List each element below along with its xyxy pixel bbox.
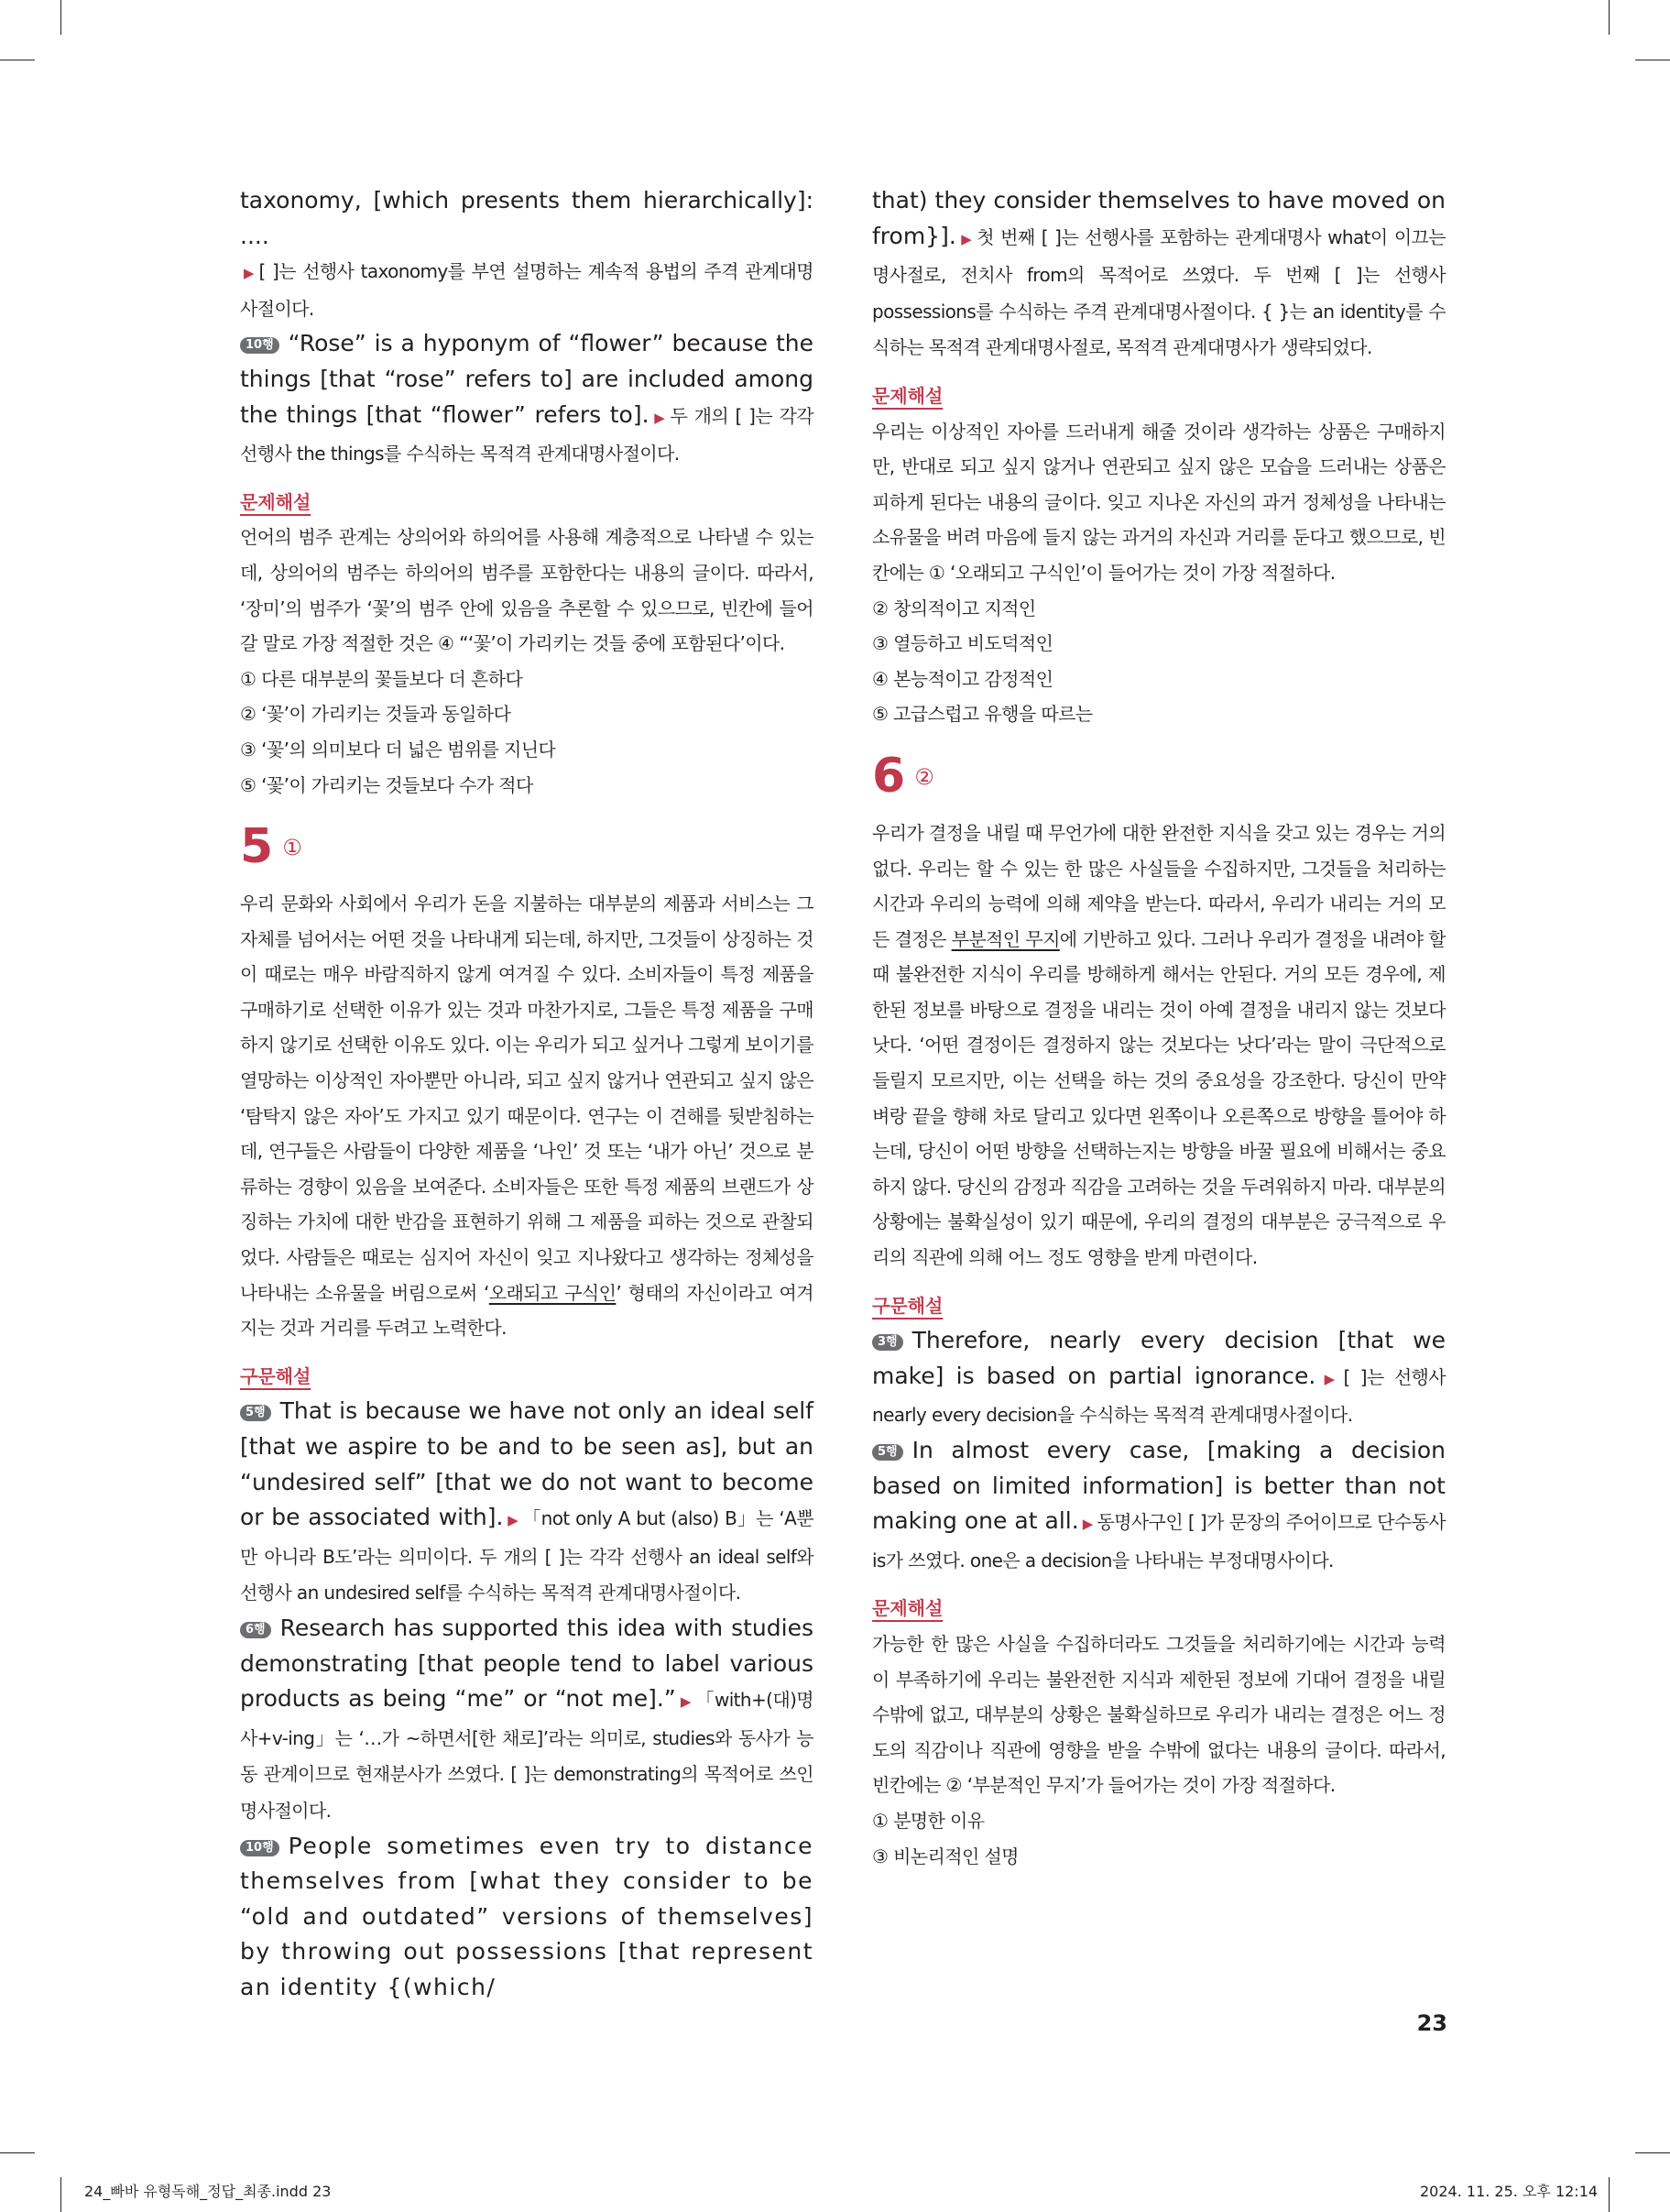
option-item: ③ ‘꽃’의 의미보다 더 넓은 범위를 지닌다 xyxy=(240,738,556,761)
problem-explanation: 언어의 범주 관계는 상의어와 하의어를 사용해 계층적으로 나타낼 수 있는데, 상의어의 범주는 하의어의 범주를 포함한다는 내용의 글이다. 따라서, ‘장미’의 범주가 ‘꽃’의 범주 안에 있음을 추론할 수 있으므로, 빈칸에 들어갈 말로 가장 적절한 것은 ④ “‘꽃’이 가리키는 것들 중에 포함된다’이다. xyxy=(240,526,813,655)
slug-filename: 24_빠바 유형독해_정답_최종.indd 23 xyxy=(84,2183,332,2200)
problem-explanation: 우리는 이상적인 자아를 드러내게 해줄 것이라 생각하는 상품은 구매하지만, 반대로 되고 싶지 않거나 연관되고 싶지 않은 모습을 드러내는 상품은 피하게 된다는 내용의 글이다. 잊고 지나온 자신의 과거 정체성을 나타내는 소유물을 버려 마음에 들지 않는 과거의 자신과 거리를 둔다고 했으므로, 빈칸에는 ① ‘오래되고 구식인’이 들어가는 것이 가장 적절하다. xyxy=(872,420,1446,584)
triangle-icon: ▶ xyxy=(679,1693,693,1711)
triangle-icon: ▶ xyxy=(652,409,667,426)
syntax-sentence: 5행 In almost every case, [making a decision based on limited information] is better than not making one at all. ▶ 동명사구인 [ ]가 문장의 주어이므로 단수동사 is가 쓰였다. one은 a decision을 나타내는 부정대명사이다. xyxy=(872,1437,1446,1571)
triangle-icon: ▶ xyxy=(244,265,256,282)
triangle-icon: ▶ xyxy=(1319,1370,1340,1387)
question-answer: ① xyxy=(282,835,302,861)
line-badge: 10행 xyxy=(240,1840,279,1856)
section-label-syntax: 구문해설 xyxy=(240,1364,311,1387)
option-item: ③ 열등하고 비도덕적인 xyxy=(872,632,1053,655)
translation: 우리가 결정을 내릴 때 무언가에 대한 완전한 지식을 갖고 있는 경우는 거의 없다. 우리는 할 수 있는 한 많은 사실들을 수집하지만, 그것들을 처리하는 시간과 우리의 능력에 의해 제약을 받는다. 따라서, 우리가 내리는 거의 모든 결정은 부분적인 무지에 기반하고 있다. 그러나 우리가 결정을 내려야 할 때 불완전한 지식이 우리를 방해하게 해서는 안된다. 거의 모든 경우에, 제한된 정보를 바탕으로 결정을 내리는 것이 아예 결정을 내리지 않는 것보다 낫다. ‘어떤 결정이든 결정하지 않는 것보다는 낫다’라는 말이 극단적으로 들릴지 모르지만, 이는 선택을 하는 것의 중요성을 강조한다. 당신이 만약 벼랑 끝을 향해 차로 달리고 있다면 왼쪽이나 오른쪽으로 방향을 틀어야 하는데, 당신이 어떤 방향을 선택하는지는 방향을 바꿀 필요에 비해서는 중요하지 않다. 당신의 감정과 직감을 고려하는 것을 두려워하지 마라. 대부분의 상황에는 불확실성이 있기 때문에, 우리의 결정의 대부분은 궁극적으로 우리의 직관에 의해 어느 정도 영향을 받게 마련이다. xyxy=(872,821,1446,1269)
page-number: 23 xyxy=(1416,2010,1447,2036)
blank-answer: 부분적인 무지 xyxy=(951,927,1060,950)
right-column xyxy=(872,183,1446,1874)
triangle-icon: ▶ xyxy=(507,1512,519,1529)
section-label-problem: 문제해설 xyxy=(872,1597,944,1620)
question-answer: ② xyxy=(914,763,934,790)
triangle-icon: ▶ xyxy=(1082,1516,1094,1533)
section-label-problem: 문제해설 xyxy=(240,490,311,513)
syntax-continuation: that) they consider themselves to have moved on from}]. ▶ 첫 번째 [ ]는 선행사를 포함하는 관계대명사 what이 이끄는 명사절로, 전치사 from의 목적어로 쓰였다. 두 번째 [ ]는 선행사 possessions를 수식하는 주격 관계대명사절이다. { }는 an identity를 수식하는 목적격 관계대명사절로, 목적격 관계대명사가 생략되었다. xyxy=(872,187,1446,359)
option-item: ⑤ ‘꽃’이 가리키는 것들보다 수가 적다 xyxy=(240,773,533,796)
left-column xyxy=(240,183,813,2006)
line-badge: 5행 xyxy=(872,1444,903,1461)
line-badge: 10행 xyxy=(240,337,279,354)
option-item: ③ 비논리적인 설명 xyxy=(872,1845,1019,1867)
crop-mark xyxy=(1609,2177,1610,2212)
crop-mark xyxy=(0,2152,35,2153)
line-badge: 5행 xyxy=(240,1405,271,1421)
option-item: ① 분명한 이유 xyxy=(872,1809,985,1832)
line-badge: 6행 xyxy=(240,1622,271,1638)
section-label-problem: 문제해설 xyxy=(872,384,944,407)
option-item: ② ‘꽃’이 가리키는 것들과 동일하다 xyxy=(240,703,511,726)
syntax-continuation: taxonomy, [which presents them hierarchically]: .... xyxy=(240,187,813,249)
crop-mark xyxy=(60,2177,61,2212)
syntax-note: ▶ [ ]는 선행사 taxonomy를 부연 설명하는 계속적 용법의 주격 관계대명사절이다. xyxy=(240,260,813,320)
slug-timestamp: 2024. 11. 25. 오후 12:14 xyxy=(1420,2183,1599,2200)
syntax-sentence: 10행 People sometimes even try to distance themselves from [what they consider to be “old and outdated” versions of themselves] by throwing out possessions [that represent an identity {(which/ xyxy=(240,1832,813,2000)
crop-mark xyxy=(60,0,61,35)
translation: 우리 문화와 사회에서 우리가 돈을 지불하는 대부분의 제품과 서비스는 그 자체를 넘어서는 어떤 것을 나타내게 되는데, 하지만, 그것들이 상징하는 것이 때로는 매우 바람직하지 않게 여겨질 수 있다. 소비자들이 특정 제품을 구매하기로 선택한 이유가 있는 것과 마찬가지로, 그들은 특정 제품을 구매하지 않기로 선택한 이유도 있다. 이는 우리가 되고 싶거나 그렇게 보이기를 열망하는 이상적인 자아뿐만 아니라, 되고 싶지 않거나 연관되고 싶지 않은 ‘탐탁지 않은 자아’도 가지고 있기 때문이다. 연구는 이 견해를 뒷받침하는데, 연구들은 사람들이 다양한 제품을 ‘나인’ 것 또는 ‘내가 아닌’ 것으로 분류하는 경향이 있음을 보여준다. 소비자들은 또한 특정 제품의 브랜드가 상징하는 가치에 대한 반감을 표현하기 위해 그 제품을 피하는 것으로 관찰되었다. 사람들은 때로는 심지어 자신이 잊고 지나왔다고 생각하는 정체성을 나타내는 소유물을 버림으로써 ‘오래되고 구식인’ 형태의 자신이라고 여겨지는 것과 거리를 두려고 노력한다. xyxy=(240,892,813,1340)
crop-mark xyxy=(1635,2152,1670,2153)
syntax-sentence: 10행 “Rose” is a hyponym of “flower” because the things [that “rose” refers to] are included among the things [that “flower” refers to]. ▶ 두 개의 [ ]는 각각 선행사 the things를 수식하는 목적격 관계대명사절이다. xyxy=(240,330,813,465)
crop-mark xyxy=(1609,0,1610,35)
question-number: 6 ② xyxy=(872,748,934,804)
line-badge: 3행 xyxy=(872,1334,903,1351)
syntax-sentence: 5행 That is because we have not only an ideal self [that we aspire to be and to be seen as], but an “undesired self” [that we do not want to become or be associated with]. ▶ 「not only A but (also) B」는 ‘A뿐만 아니라 B도’라는 의미이다. 두 개의 [ ]는 각각 선행사 an ideal self와 선행사 an undesired self를 수식하는 목적격 관계대명사절이다. xyxy=(240,1397,813,1604)
question-number: 5 ① xyxy=(240,819,302,875)
blank-answer: 오래되고 구식인 xyxy=(488,1281,617,1304)
option-item: ② 창의적이고 지적인 xyxy=(872,597,1036,619)
triangle-icon: ▶ xyxy=(959,230,974,247)
problem-explanation: 가능한 한 많은 사실을 수집하더라도 그것들을 처리하기에는 시간과 능력이 부족하기에 우리는 불완전한 지식과 제한된 정보에 기대어 결정을 내릴 수밖에 없고, 대부분의 상황은 불확실하므로 우리가 내리는 결정은 어느 정도의 직감이나 직관에 영향을 받을 수밖에 없다는 내용의 글이다. 따라서, 빈칸에는 ② ‘부분적인 무지’가 들어가는 것이 가장 적절하다. xyxy=(872,1632,1446,1797)
section-label-syntax: 구문해설 xyxy=(872,1294,944,1317)
option-item: ④ 본능적이고 감정적인 xyxy=(872,667,1053,690)
option-item: ⑤ 고급스럽고 유행을 따르는 xyxy=(872,703,1093,726)
syntax-sentence: 6행 Research has supported this idea with studies demonstrating [that people tend to label various products as being “me” or “not me].” ▶ 「with+(대)명사+v-ing」는 ‘…가 ~하면서[한 채로]’라는 의미로, studies와 동사가 능동 관계이므로 현재분사가 쓰였다. [ ]는 demonstrating의 목적어로 쓰인 명사절이다. xyxy=(240,1614,813,1822)
option-item: ① 다른 대부분의 꽃들보다 더 흔하다 xyxy=(240,667,523,690)
syntax-sentence: 3행 Therefore, nearly every decision [that we make] is based on partial ignorance. ▶ [ ]는 선행사 nearly every decision을 수식하는 목적격 관계대명사절이다. xyxy=(872,1327,1446,1427)
